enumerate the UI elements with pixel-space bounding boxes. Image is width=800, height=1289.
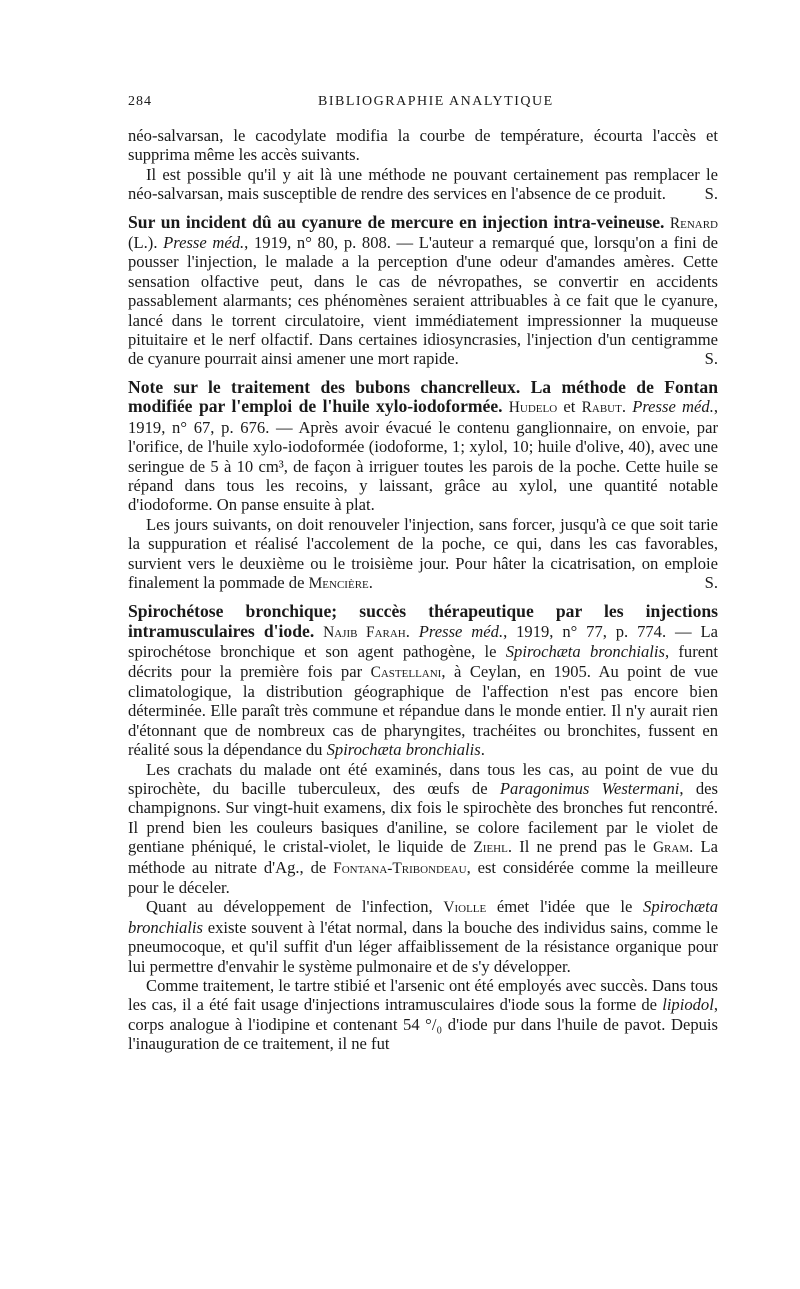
separator: .: [405, 621, 419, 641]
reference: , 1919, n° 80, p. 808. —: [244, 233, 419, 253]
page-number: 284: [128, 94, 152, 109]
article-body: Comme traitement, le tartre stibié et l'arsenic ont été employés avec succès. Dans tous les cas, il a été fait usage d'injections intramusculaires d'iode sous la forme de: [128, 976, 718, 1015]
article-body: Après avoir évacué le contenu ganglionnaire, on envoie, par l'orifice, de l'huile xylo-iodoformée (iodoforme, 1; xylol, 10; huile d'olive, 40), avec une seringue de 5 à 10 cm³, de façon à irriguer toutes les parois de la poche. Cette huile se répand dans tous les recoins, y laissant, grâce au xylol, une quantité notable d'iodoforme. On panse ensuite à plat.: [128, 417, 718, 515]
person-name: Ziehl: [473, 839, 508, 857]
article-body: , à Ceylan, en 1905. Au point de vue climatologique, la distribution géographique de l'affection n'est pas encore bien déterminée. Elle paraît très commune et répandue dans le monde entier. Il n'y aurait rien d'étonnant que de nombreux cas de pharyngites, trachéites ou bronchites, fussent en réalité sous la dépendance du: [128, 661, 718, 760]
intro-paragraph-2: [128, 165, 718, 204]
article-body: La spirochétose bronchique et son agent pathogène, le: [128, 621, 718, 662]
journal-name: Presse méd.: [163, 233, 245, 253]
article-body: , furent décrits pour la première fois par: [128, 642, 719, 681]
punctuation: .: [480, 740, 485, 760]
article-body: Les crachats du malade ont été examinés, dans tous les cas, au point de vue du spirochète, du bacille tuberculeux, des œufs de: [128, 759, 718, 798]
article-title: Note sur le traitement des bubons chancrelleux. La méthode de Fontan modifiée par l'emploi de l'huile xylo-iodoformée.: [128, 376, 718, 417]
signature: S.: [704, 572, 718, 592]
species-name: Spirochæta bronchialis: [326, 740, 481, 760]
conjunction: et: [557, 397, 582, 417]
article-body: , est considérée comme la meilleure pour le déceler.: [128, 857, 718, 898]
page-header: [128, 94, 718, 110]
author-name: Rabut: [581, 399, 622, 417]
intro-text: Il est possible qu'il y ait là une méthode ne pouvant certainement pas remplacer le néo-salvarsan, mais susceptible de rendre des services en l'absence de ce produit.: [128, 164, 718, 204]
author-initial: (L.).: [128, 233, 158, 253]
article-3-paragraph-2: [128, 760, 718, 898]
signature: S.: [704, 184, 718, 204]
person-name: Mencière: [308, 574, 369, 592]
species-name: Spirochæta bronchialis: [505, 642, 665, 662]
author-name: Hudelo: [508, 399, 558, 417]
article-body: L'auteur a remarqué que, lorsqu'on a fini de pousser l'injection, le malade a la perception d'une odeur d'amandes amères. Cette sensation olfactive peut, dans le cas de névropathes, se convertir en accidents passablement alarmants; ces phénomènes seraient attribuables à ce fait que le cyanure, lancé dans le torrent circulatoire, vient immédiatement impressionner la muqueuse pituitaire et le nerf olfactif. Dans certaines idiosyncrasies, l'injection d'un centigramme de cyanure pourrait ainsi amener une mort rapide.: [128, 233, 718, 369]
product-name: lipiodol: [662, 995, 714, 1015]
article-body: , des champignons. Sur vingt-huit examens, dix fois le spirochète des bronches fut rencontré. Il prend bien les couleurs basiques d'aniline, se colore facilement par le violet de gentiane phéniqué, le cristal-violet, le liquide de: [128, 779, 718, 857]
author-name: Renard: [669, 214, 718, 232]
article-body: . La méthode au nitrate d'Ag., de: [128, 837, 718, 877]
separator: .: [621, 397, 633, 417]
article-body: émet l'idée que le: [486, 897, 644, 917]
journal-name: Presse méd.: [632, 397, 714, 417]
article-1: [128, 213, 718, 369]
article-3: [128, 602, 718, 759]
article-2-paragraph-2: [128, 515, 718, 594]
article-body: Les jours suivants, on doit renouveler l'injection, sans forcer, jusqu'à ce que soit tarie la suppuration et réalisé l'accolement de la poche, ce qui, dans les cas favorables, survient vers le deuxième ou le troisième jour. Pour hâter la cicatrisation, on emploie finalement la pommade de: [128, 514, 718, 592]
article-body: existe souvent à l'état normal, dans la bouche des individus sains, comme le pneumocoque, et qu'il suffit d'un léger affaiblissement de la résistance organique pour lui permettre d'envahir le système pulmonaire et de s'y développer.: [128, 917, 718, 976]
journal-name: Presse méd.: [418, 621, 504, 641]
article-title: Sur un incident dû au cyanure de mercure en injection intra-veineuse.: [128, 211, 665, 232]
article-3-paragraph-3: [128, 897, 718, 976]
intro-paragraph-1: néo-salvarsan, le cacodylate modifia la courbe de température, écourta l'accès et supprima même les accès suivants.: [128, 126, 718, 165]
signature: S.: [704, 349, 718, 369]
species-name: Paragonimus Westermani: [499, 779, 680, 798]
article-body: Quant au développement de l'infection,: [146, 897, 444, 917]
reference: , 1919, n° 67, p. 676. —: [128, 397, 718, 437]
person-name: Violle: [443, 899, 487, 917]
article-body: . Il ne prend pas le: [507, 837, 653, 857]
text-column: [128, 126, 718, 1054]
punctuation: .: [368, 572, 373, 592]
article-2: [128, 378, 718, 515]
article-title: Spirochétose bronchique; succès thérapeutique par les injections intramusculaires d'iode.: [128, 601, 718, 641]
reference: , 1919, n° 77, p. 774. —: [503, 621, 701, 641]
species-name: Spirochæta bronchialis: [128, 897, 718, 937]
person-name: Castellani: [370, 663, 442, 681]
running-title: BIBLIOGRAPHIE ANALYTIQUE: [318, 94, 554, 109]
person-name: Gram: [652, 839, 690, 857]
person-name: Fontana-Tribondeau: [333, 859, 467, 877]
article-body: , corps analogue à l'iodipine et contenant 54 °/₀ d'iode pur dans l'huile de pavot. Depuis l'inauguration de ce traitement, il ne fut: [128, 995, 718, 1054]
author-name: Najib Farah: [323, 623, 406, 641]
article-3-paragraph-4: [128, 976, 718, 1054]
